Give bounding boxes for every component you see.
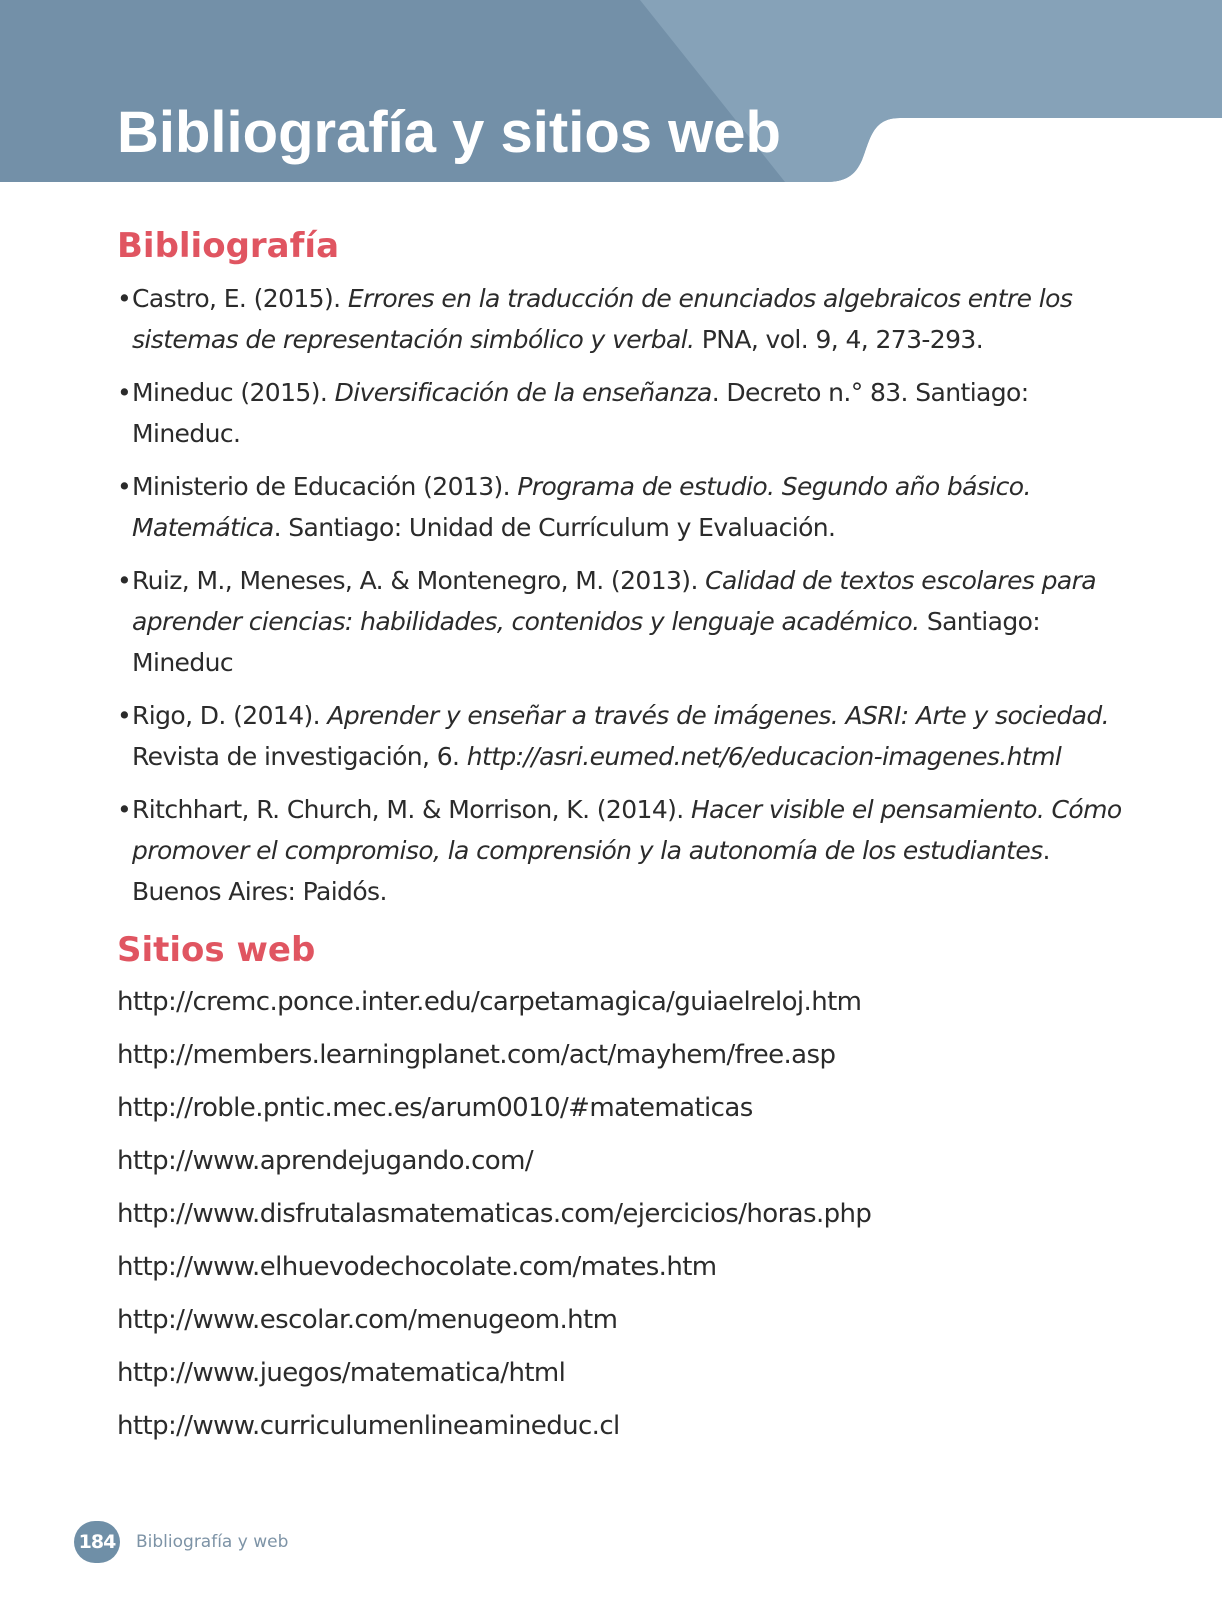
entry-link[interactable]: http://asri.eumed.net/6/educacion-imagenes.html: [466, 742, 1062, 771]
entry-title: Programa de estudio. Segundo año básico. Matemática: [132, 472, 1031, 542]
website-link[interactable]: http://members.learningplanet.com/act/mayhem/free.asp: [117, 1040, 836, 1070]
entry-author: Castro, E. (2015).: [132, 284, 348, 313]
entry-details: Revista de investigación, 6.: [132, 742, 467, 771]
entry-author: Ministerio de Educación (2013).: [132, 472, 518, 501]
bibliography-list: [117, 278, 1127, 912]
website-link[interactable]: http://www.juegos/matematica/html: [117, 1358, 566, 1388]
entry-title: Errores en la traducción de enunciados algebraicos entre los sistemas de representación simbólico y verbal.: [132, 284, 1073, 354]
website-link[interactable]: http://roble.pntic.mec.es/arum0010/#matematicas: [117, 1093, 753, 1123]
website-link[interactable]: http://www.disfrutalasmatematicas.com/ejercicios/horas.php: [117, 1199, 872, 1229]
bibliography-entry: [117, 560, 1127, 683]
websites-list: [117, 982, 1127, 1459]
header-banner: [0, 0, 1222, 184]
website-link[interactable]: http://www.escolar.com/menugeom.htm: [117, 1305, 618, 1335]
bullet-icon: •: [117, 284, 132, 313]
entry-title: Aprender y enseñar a través de imágenes. ASRI: Arte y sociedad.: [327, 701, 1110, 730]
entry-details: . Buenos Aires: Paidós.: [132, 836, 1050, 906]
websites-heading: Sitios web: [117, 930, 316, 970]
website-link[interactable]: http://cremc.ponce.inter.edu/carpetamagica/guiaelreloj.htm: [117, 987, 862, 1017]
bibliography-heading: Bibliografía: [117, 226, 340, 266]
website-link[interactable]: http://www.aprendejugando.com/: [117, 1146, 533, 1176]
entry-author: Ritchhart, R. Church, M. & Morrison, K. (2014).: [132, 795, 691, 824]
bibliography-entry: [117, 695, 1127, 777]
entry-title: Hacer visible el pensamiento. Cómo promover el compromiso, la comprensión y la autonomía de los estudiantes: [132, 795, 1122, 865]
footer-section-label: Bibliografía y web: [136, 1532, 289, 1552]
entry-author: Ruiz, M., Meneses, A. & Montenegro, M. (2013).: [132, 566, 706, 595]
bullet-icon: •: [117, 701, 132, 730]
website-link[interactable]: http://www.curriculumenlineamineduc.cl: [117, 1411, 620, 1441]
bullet-icon: •: [117, 472, 132, 501]
entry-details: Santiago: Mineduc: [132, 607, 1041, 677]
bibliography-entry: [117, 278, 1127, 360]
bullet-icon: •: [117, 566, 132, 595]
main-content: [117, 222, 1127, 1459]
bullet-icon: •: [117, 795, 132, 824]
page-number-badge: 184: [74, 1521, 120, 1563]
entry-details: . Decreto n.° 83. Santiago: Mineduc.: [132, 378, 1029, 448]
entry-title: Diversificación de la enseñanza: [334, 378, 712, 407]
bibliography-entry: [117, 466, 1127, 548]
bullet-icon: •: [117, 378, 132, 407]
bibliography-entry: [117, 372, 1127, 454]
entry-title: Calidad de textos escolares para aprender ciencias: habilidades, contenidos y lenguaje académico.: [132, 566, 1097, 636]
entry-details: . Santiago: Unidad de Currículum y Evaluación.: [273, 513, 836, 542]
entry-author: Mineduc (2015).: [132, 378, 335, 407]
page-title: Bibliografía y sitios web: [117, 100, 781, 165]
website-link[interactable]: http://www.elhuevodechocolate.com/mates.htm: [117, 1252, 717, 1282]
entry-details: PNA, vol. 9, 4, 273-293.: [694, 325, 984, 354]
bibliography-entry: [117, 789, 1127, 912]
entry-author: Rigo, D. (2014).: [132, 701, 328, 730]
